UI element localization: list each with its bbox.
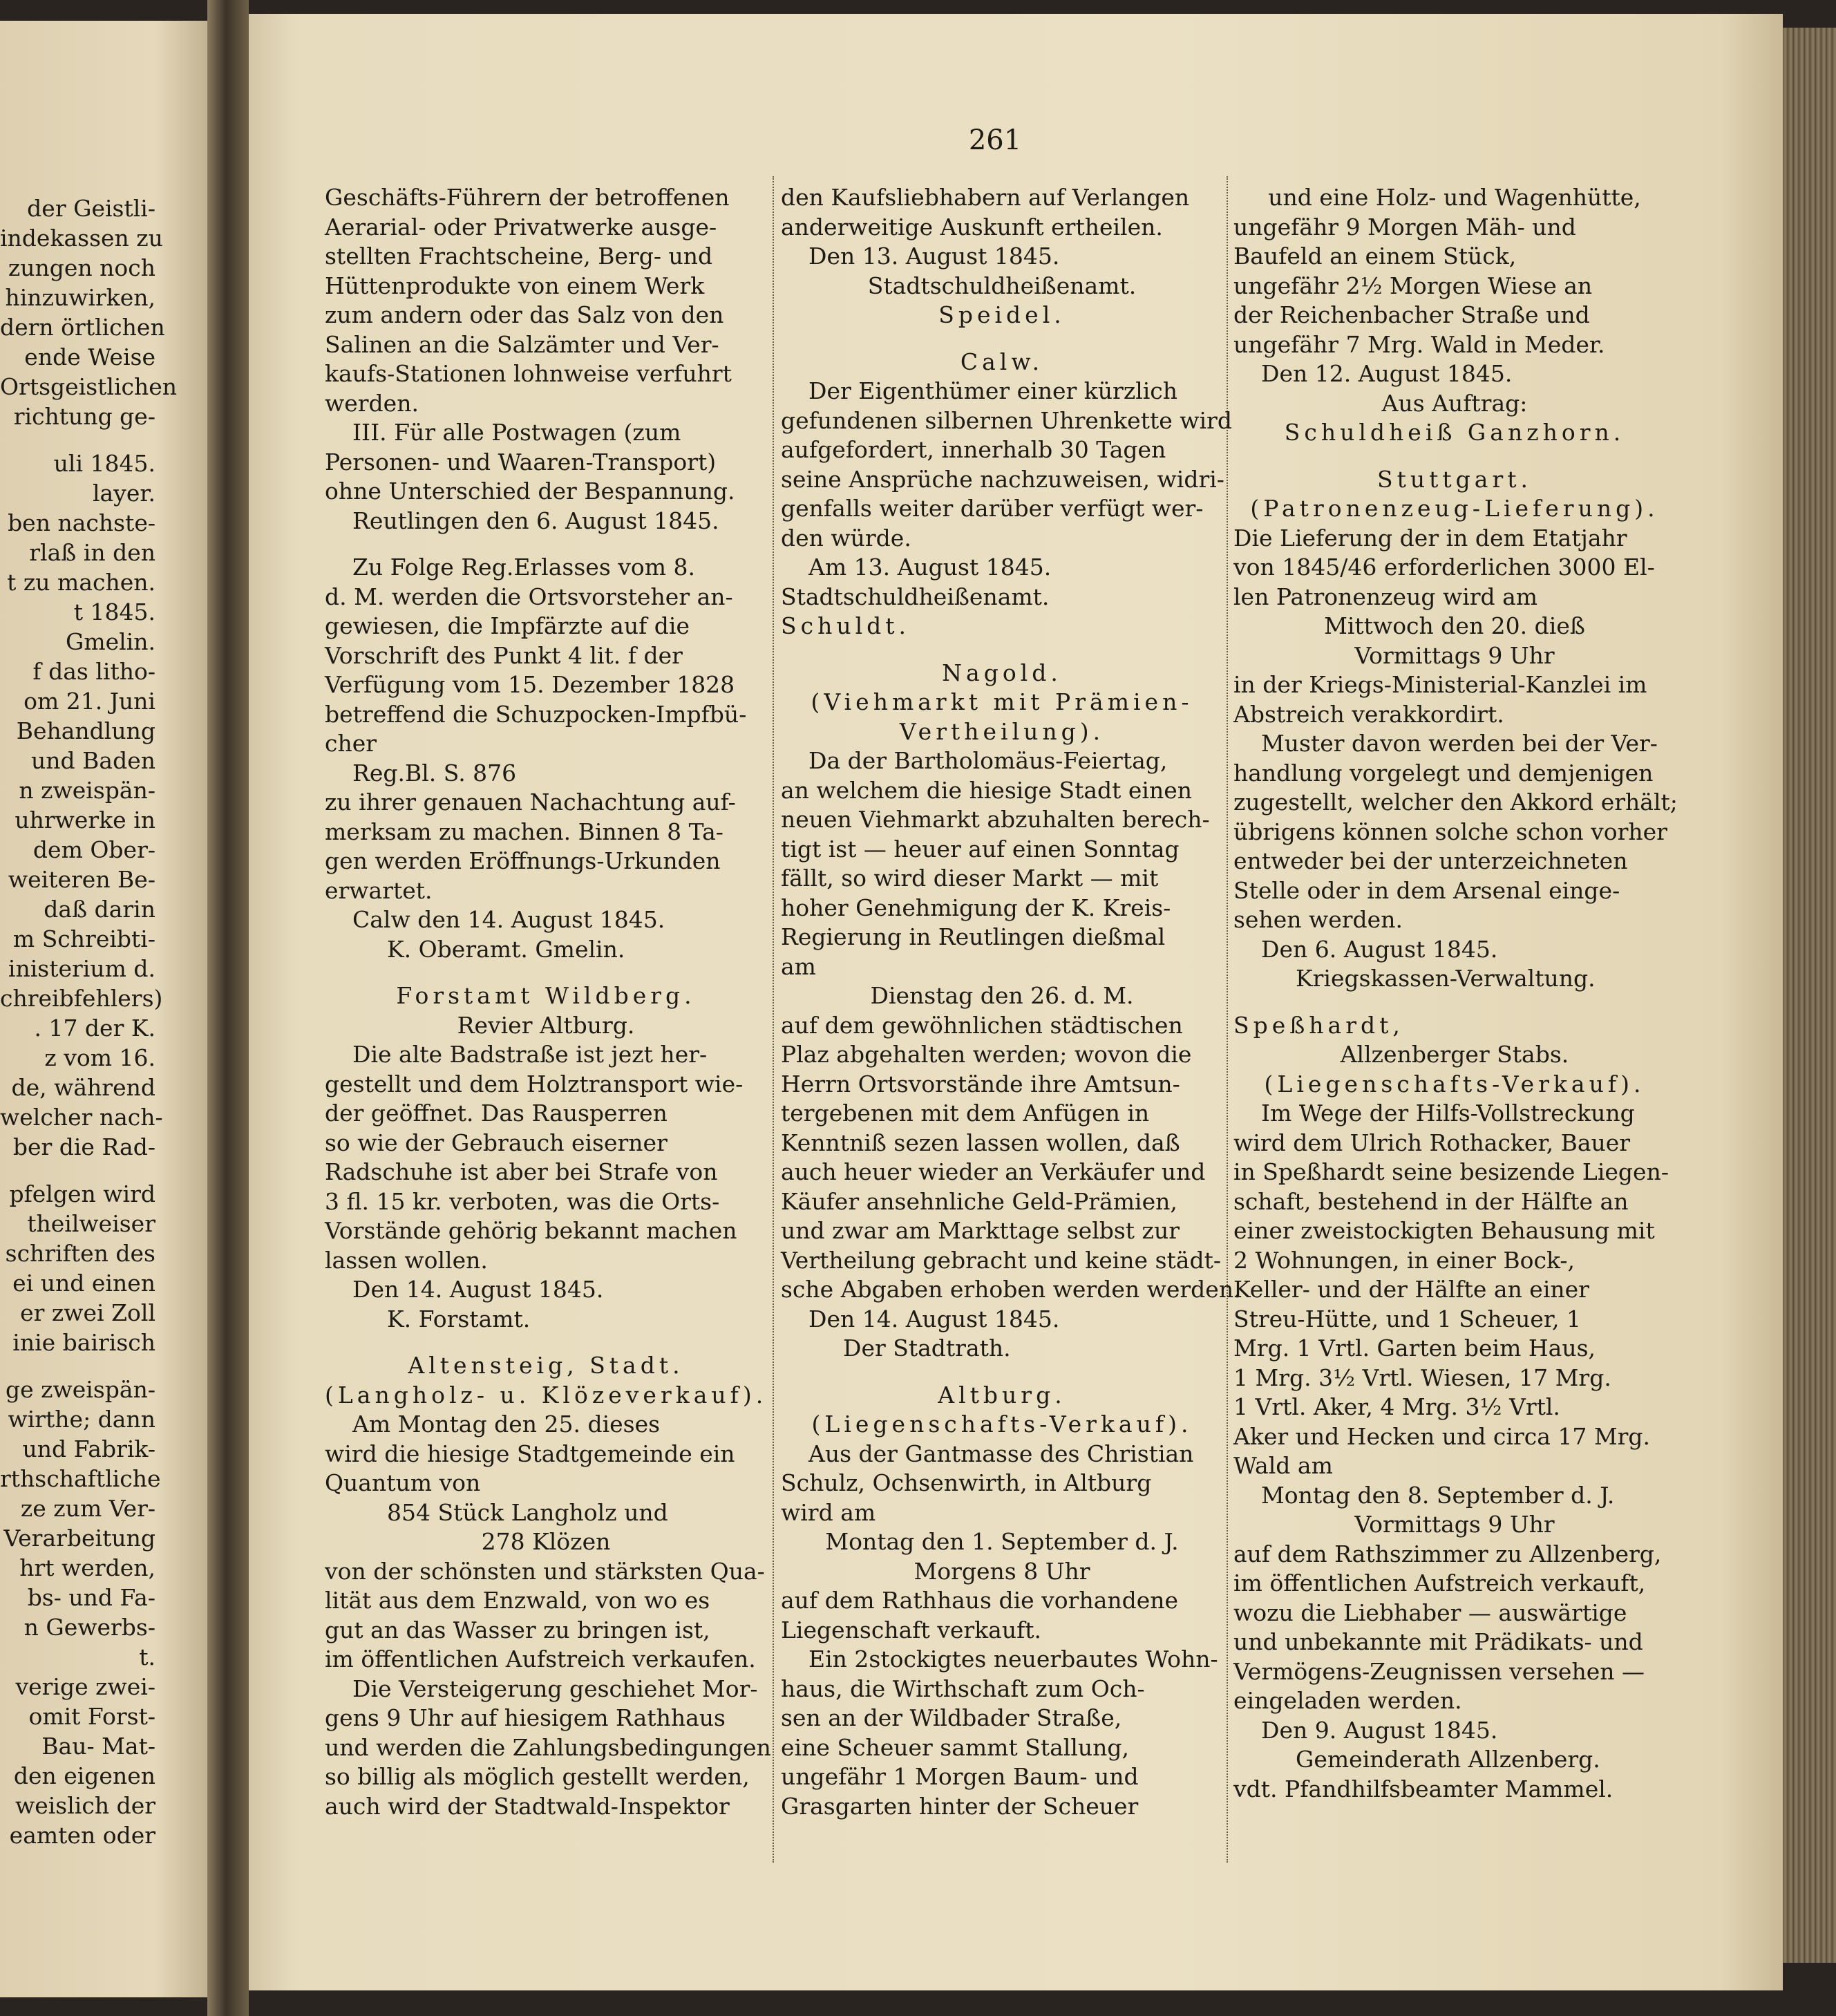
text-line: Forstamt Wildberg. <box>396 982 696 1009</box>
text-line: chreibfehlers) <box>0 985 163 1012</box>
text-line: Die Versteigerung geschiehet Mor- <box>352 1675 758 1702</box>
text-line: einer zweistockigten Behausung mit <box>1233 1217 1655 1244</box>
text-line: Nagold. <box>942 659 1062 686</box>
text-line: Mittwoch den 20. dieß <box>1324 612 1585 639</box>
text-line: gens 9 Uhr auf hiesigem Rathhaus <box>325 1704 726 1731</box>
text-line: wird dem Ulrich Rothacker, Bauer <box>1233 1129 1631 1156</box>
text-line: Regierung in Reutlingen dießmal <box>781 923 1166 950</box>
text-line: 2 Wohnungen, in einer Bock-, <box>1233 1246 1575 1274</box>
text-line: erwartet. <box>325 876 433 904</box>
text-line: gefundenen silbernen Uhrenkette wird <box>781 406 1232 434</box>
text-line: f das litho- <box>32 658 155 685</box>
text-line: der geöffnet. Das Rausperren <box>325 1100 668 1127</box>
text-line: auf dem Rathszimmer zu Allzenberg, <box>1233 1540 1662 1567</box>
text-column-1 <box>325 183 771 1821</box>
text-line: daß darin <box>44 896 155 923</box>
text-line: wirthe; dann <box>8 1406 155 1433</box>
text-line: welcher nach- <box>0 1104 163 1131</box>
text-column-2 <box>781 183 1241 1821</box>
text-line: sen an der Wildbader Straße, <box>781 1704 1122 1731</box>
text-line: dern örtlichen <box>0 314 165 341</box>
paragraph-gap <box>0 1162 155 1179</box>
paragraph-gap <box>0 431 155 449</box>
text-line: Herrn Ortsvorstände ihre Amtsun- <box>781 1070 1180 1098</box>
text-line: auf dem Rathhaus die vorhandene <box>781 1587 1179 1614</box>
text-line: 3 fl. 15 kr. verboten, was die Orts- <box>325 1187 720 1215</box>
text-line: Speßhardt, <box>1233 1011 1404 1039</box>
text-line: K. Oberamt. Gmelin. <box>387 935 625 963</box>
text-line: Baufeld an einem Stück, <box>1233 243 1517 270</box>
text-line: tigt ist — heuer auf einen Sonntag <box>781 835 1180 863</box>
text-line: Der Eigenthümer einer kürzlich <box>808 377 1178 404</box>
text-line: t 1845. <box>73 599 155 625</box>
text-line: ungefähr 9 Morgen Mäh- und <box>1233 213 1576 241</box>
text-line: ei und einen <box>12 1270 155 1297</box>
text-line: auf dem gewöhnlichen städtischen <box>781 1011 1183 1039</box>
text-line: Gemeinderath Allzenberg. <box>1296 1746 1600 1773</box>
text-line: len Patronenzeug wird am <box>1233 583 1538 610</box>
text-line: inie bairisch <box>12 1329 155 1356</box>
text-line: Liegenschaft verkauft. <box>781 1616 1042 1643</box>
text-line: pfelgen wird <box>9 1180 155 1207</box>
text-line: Kriegskassen-Verwaltung. <box>1296 965 1596 992</box>
text-line: weislich der <box>15 1792 155 1819</box>
text-line: Streu-Hütte, und 1 Scheuer, 1 <box>1233 1305 1582 1332</box>
text-line: indekassen zu <box>0 225 163 252</box>
left-page <box>0 21 220 1997</box>
paragraph-gap <box>781 641 1223 659</box>
text-line: Keller- und der Hälfte an einer <box>1233 1276 1589 1303</box>
text-line: Reutlingen den 6. August 1845. <box>352 507 719 534</box>
paragraph-gap <box>1233 448 1676 465</box>
text-line: und Baden <box>31 747 155 774</box>
text-line: vdt. Pfandhilfsbeamter Mammel. <box>1233 1775 1613 1802</box>
text-line: n zweispän- <box>19 777 155 804</box>
text-line: Aerarial- oder Privatwerke ausge- <box>325 213 717 241</box>
text-line: genfalls weiter darüber verfügt wer- <box>781 495 1204 522</box>
text-line: übrigens können solche schon vorher <box>1233 818 1667 845</box>
text-line: hrt werden, <box>19 1554 155 1581</box>
text-line: uli 1845. <box>53 450 155 477</box>
text-line: sehen werden. <box>1233 906 1403 933</box>
text-line: ungefähr 1 Morgen Baum- und <box>781 1763 1139 1790</box>
text-line: Aker und Hecken und circa 17 Mrg. <box>1233 1422 1651 1450</box>
text-line: de, während <box>11 1074 155 1101</box>
text-line: inisterium d. <box>8 955 155 982</box>
text-line: zu ihrer genauen Nachachtung auf- <box>325 789 736 816</box>
text-line: der Reichenbacher Straße und <box>1233 301 1590 328</box>
text-line: im öffentlichen Aufstreich verkaufen. <box>325 1646 756 1673</box>
text-line: Ortsgeistlichen <box>0 373 178 400</box>
text-line: an welchem die hiesige Stadt einen <box>781 776 1192 804</box>
left-page-text-column <box>0 194 178 1850</box>
text-line: den würde. <box>781 524 911 552</box>
text-line: am <box>781 952 816 980</box>
text-line: Den 14. August 1845. <box>808 1305 1060 1332</box>
text-line: entweder bei der unterzeichneten <box>1233 847 1628 874</box>
text-line: Am Montag den 25. dieses <box>352 1411 661 1438</box>
text-line: Stelle oder in dem Arsenal einge- <box>1233 876 1620 904</box>
text-line: gut an das Wasser zu bringen ist, <box>325 1616 710 1643</box>
text-line: zungen noch <box>8 254 155 281</box>
text-line: (Liegenschafts-Verkauf). <box>811 1411 1193 1438</box>
text-line: Muster davon werden bei der Ver- <box>1261 730 1658 757</box>
text-line: Salinen an die Salzämter und Ver- <box>325 330 719 358</box>
text-line: Kenntniß sezen lassen wollen, daß <box>781 1129 1180 1156</box>
text-line: und werden die Zahlungsbedingungen <box>325 1733 771 1761</box>
text-line: Vormittags 9 Uhr <box>1354 641 1555 669</box>
text-line: Morgens 8 Uhr <box>914 1557 1090 1585</box>
text-line: anderweitige Auskunft ertheilen. <box>781 213 1163 241</box>
text-line: und eine Holz- und Wagenhütte, <box>1268 184 1641 211</box>
text-line: Die Lieferung der in dem Etatjahr <box>1233 524 1627 552</box>
text-line: uhrwerke in <box>15 807 155 833</box>
paragraph-gap <box>781 1364 1223 1381</box>
text-line: K. Forstamt. <box>387 1305 531 1332</box>
text-line: ungefähr 7 Mrg. Wald in Meder. <box>1233 330 1605 358</box>
text-line: der Geistli- <box>27 195 155 222</box>
book-gutter <box>207 0 249 2016</box>
text-line: er zwei Zoll <box>20 1299 155 1326</box>
text-line: Reg.Bl. S. 876 <box>352 759 517 786</box>
text-line: Den 9. August 1845. <box>1261 1716 1498 1744</box>
text-line: Den 6. August 1845. <box>1261 935 1498 963</box>
paragraph-gap <box>781 330 1223 348</box>
text-line: n Gewerbs- <box>23 1614 155 1641</box>
text-line: omit Forst- <box>28 1703 155 1730</box>
text-line: rlaß in den <box>29 539 155 566</box>
text-line: in der Kriegs-Ministerial-Kanzlei im <box>1233 671 1647 698</box>
text-line: Den 14. August 1845. <box>352 1276 604 1303</box>
text-line: 1 Vrtl. Aker, 4 Mrg. 3½ Vrtl. <box>1233 1393 1560 1420</box>
text-line: 278 Klözen <box>481 1528 611 1555</box>
text-line: om 21. Juni <box>23 688 155 715</box>
text-line: Montag den 8. September d. J. <box>1261 1481 1615 1509</box>
text-line: dem Ober- <box>32 836 155 863</box>
text-line: Plaz abgehalten werden; wovon die <box>781 1041 1192 1068</box>
text-line: hinzuwirken, <box>5 284 155 311</box>
text-line: m Schreibti- <box>12 925 155 952</box>
paragraph-gap <box>1233 994 1676 1011</box>
text-line: Den 12. August 1845. <box>1261 360 1513 387</box>
text-line: merksam zu machen. Binnen 8 Ta- <box>325 818 723 845</box>
text-line: Gmelin. <box>65 628 155 655</box>
text-line: 854 Stück Langholz und <box>387 1498 668 1526</box>
text-line: eingeladen werden. <box>1233 1687 1462 1714</box>
text-line: Grasgarten hinter der Scheuer <box>781 1792 1139 1820</box>
text-line: ber die Rad- <box>12 1133 155 1160</box>
text-line: Speidel. <box>938 301 1066 328</box>
text-line: gestellt und dem Holztransport wie- <box>325 1070 744 1098</box>
text-line: aufgefordert, innerhalb 30 Tagen <box>781 436 1166 463</box>
text-line: kaufs-Stationen lohnweise verfuhrt <box>325 360 732 387</box>
text-line: richtung ge- <box>13 403 155 430</box>
text-line: Geschäfts-Führern der betroffenen <box>325 184 730 211</box>
text-line: sche Abgaben erhoben werden werden. <box>781 1276 1241 1303</box>
text-line: Die alte Badstraße ist jezt her- <box>352 1041 708 1068</box>
text-line: Hüttenprodukte von einem Werk <box>325 272 705 299</box>
text-line: lität aus dem Enzwald, von wo es <box>325 1587 710 1614</box>
text-line: verige zwei- <box>15 1673 155 1700</box>
text-line: Personen- und Waaren-Transport) <box>325 448 717 475</box>
text-line: Stadtschuldheißenamt. <box>781 583 1050 610</box>
text-line: tergebenen mit dem Anfügen in <box>781 1100 1150 1127</box>
paragraph-gap <box>325 964 767 981</box>
text-line: Schuldheiß Ganzhorn. <box>1284 419 1625 446</box>
text-line: lassen wollen. <box>325 1246 488 1274</box>
text-line: Vertheilung). <box>899 717 1105 745</box>
text-line: wird die hiesige Stadtgemeinde ein <box>325 1440 735 1467</box>
text-line: ge zweispän- <box>6 1376 155 1403</box>
text-line: in Speßhardt seine besizende Liegen- <box>1233 1158 1669 1185</box>
text-line: zugestellt, welcher den Akkord erhält; <box>1233 789 1678 816</box>
text-line: seine Ansprüche nachzuweisen, widri- <box>781 465 1224 493</box>
text-line: ze zum Ver- <box>20 1495 155 1522</box>
page-number: 261 <box>968 124 1022 156</box>
text-line: gen werden Eröffnungs-Urkunden <box>325 847 721 874</box>
text-line: Im Wege der Hilfs-Vollstreckung <box>1261 1100 1635 1127</box>
text-line: Bau- Mat- <box>41 1733 155 1760</box>
text-line: Am 13. August 1845. <box>808 554 1052 581</box>
text-line: Quantum von <box>325 1469 481 1496</box>
text-line: auch heuer wieder an Verkäufer und <box>781 1158 1206 1185</box>
text-line: und zwar am Markttage selbst zur <box>781 1217 1180 1244</box>
text-line: Vermögens-Zeugnissen versehen — <box>1233 1657 1645 1685</box>
text-line: Vormittags 9 Uhr <box>1354 1511 1555 1538</box>
text-line: handlung vorgelegt und demjenigen <box>1233 759 1654 786</box>
text-line: Dienstag den 26. d. M. <box>870 982 1134 1009</box>
text-line: Den 13. August 1845. <box>808 243 1060 270</box>
text-line: schaft, bestehend in der Hälfte an <box>1233 1187 1629 1215</box>
text-column-3 <box>1233 183 1676 1804</box>
text-line: (Patronenzeug-Lieferung). <box>1250 495 1659 522</box>
text-line: stellten Frachtscheine, Berg- und <box>325 243 713 270</box>
text-line: ohne Unterschied der Bespannung. <box>325 478 735 505</box>
text-line: eamten oder <box>9 1822 155 1849</box>
text-line: werden. <box>325 389 419 417</box>
text-line: von 1845/46 erforderlichen 3000 El- <box>1233 554 1655 581</box>
text-line: Aus der Gantmasse des Christian <box>808 1440 1194 1467</box>
text-line: wird am <box>781 1498 876 1526</box>
text-line: und unbekannte mit Prädikats- und <box>1233 1628 1643 1655</box>
text-line: weiteren Be- <box>8 866 155 893</box>
text-line: auch wird der Stadtwald-Inspektor <box>325 1792 730 1820</box>
paragraph-gap <box>325 1334 767 1351</box>
text-line: ben nachste- <box>8 509 155 536</box>
column-rule <box>773 176 774 1863</box>
text-line: ende Weise <box>24 343 155 370</box>
text-line: Verfügung vom 15. Dezember 1828 <box>325 671 735 698</box>
text-line: so wie der Gebrauch eiserner <box>325 1129 668 1156</box>
text-line: theilweiser <box>27 1210 155 1237</box>
text-line: Revier Altburg. <box>457 1011 635 1039</box>
text-line: III. Für alle Postwagen (zum <box>352 419 681 446</box>
text-line: neuen Viehmarkt abzuhalten berech- <box>781 806 1210 833</box>
text-line: Schuldt. <box>781 612 911 639</box>
text-line: t. <box>139 1643 155 1670</box>
text-line: Vorschrift des Punkt 4 lit. f der <box>325 641 683 669</box>
text-line: so billig als möglich gestellt werden, <box>325 1763 750 1790</box>
text-line: Behandlung <box>16 717 155 744</box>
text-line: 1 Mrg. 3½ Vrtl. Wiesen, 17 Mrg. <box>1233 1364 1611 1391</box>
text-line: Wald am <box>1233 1452 1333 1479</box>
text-line: haus, die Wirthschaft zum Och- <box>781 1675 1145 1702</box>
text-line: ungefähr 2½ Morgen Wiese an <box>1233 272 1593 299</box>
text-line: z vom 16. <box>44 1044 155 1071</box>
text-line: Altensteig, Stadt. <box>408 1352 684 1379</box>
text-line: den eigenen <box>13 1762 155 1789</box>
text-line: hoher Genehmigung der K. Kreis- <box>781 894 1171 921</box>
text-line: Montag den 1. September d. J. <box>825 1528 1179 1555</box>
text-line: Calw den 14. August 1845. <box>352 906 665 933</box>
text-line: Altburg. <box>938 1381 1066 1409</box>
text-line: (Langholz- u. Klözeverkauf). <box>325 1381 768 1409</box>
text-line: d. M. werden die Ortsvorsteher an- <box>325 583 733 610</box>
text-line: im öffentlichen Aufstreich verkauft, <box>1233 1570 1646 1596</box>
text-line: zum andern oder das Salz von den <box>325 301 724 328</box>
text-line: Calw. <box>960 348 1044 375</box>
text-line: Zu Folge Reg.Erlasses vom 8. <box>352 554 696 581</box>
text-line: Vorstände gehörig bekannt machen <box>325 1217 737 1244</box>
text-line: Käufer ansehnliche Geld-Prämien, <box>781 1187 1177 1215</box>
text-line: von der schönsten und stärksten Qua- <box>325 1557 765 1585</box>
text-line: Mrg. 1 Vrtl. Garten beim Haus, <box>1233 1335 1596 1362</box>
text-line: schriften des <box>5 1240 155 1267</box>
text-line: Aus Auftrag: <box>1381 389 1528 417</box>
text-line: Da der Bartholomäus-Feiertag, <box>808 747 1168 774</box>
text-line: eine Scheuer sammt Stallung, <box>781 1733 1129 1761</box>
text-line: rthschaftliche <box>0 1465 161 1492</box>
text-line: Vertheilung gebracht und keine städt- <box>781 1246 1221 1274</box>
text-line: Abstreich verakkordirt. <box>1233 700 1504 728</box>
text-line: den Kaufsliebhabern auf Verlangen <box>781 184 1190 211</box>
text-line: Stuttgart. <box>1377 465 1532 493</box>
text-line: betreffend die Schuzpocken-Impfbü- <box>325 700 747 728</box>
text-line: Verarbeitung <box>3 1525 155 1552</box>
text-line: t zu machen. <box>7 569 155 596</box>
paragraph-gap <box>0 1357 155 1375</box>
page-edges <box>1783 28 1836 1963</box>
text-line: Der Stadtrath. <box>843 1335 1011 1362</box>
text-line: Ein 2stockigtes neuerbautes Wohn- <box>808 1646 1218 1673</box>
text-line: Allzenberger Stabs. <box>1340 1041 1569 1068</box>
text-line: Radschuhe ist aber bei Strafe von <box>325 1158 718 1185</box>
text-line: (Viehmarkt mit Prämien- <box>811 688 1193 715</box>
text-line: und Fabrik- <box>22 1435 155 1462</box>
text-line: . 17 der K. <box>34 1015 155 1042</box>
paragraph-gap <box>325 536 767 553</box>
text-line: wozu die Liebhaber — auswärtige <box>1233 1599 1627 1626</box>
text-line: bs- und Fa- <box>27 1584 155 1611</box>
text-line: cher <box>325 730 377 757</box>
text-line: Stadtschuldheißenamt. <box>867 272 1137 299</box>
text-line: gewiesen, die Impfärzte auf die <box>325 612 690 639</box>
text-line: fällt, so wird dieser Markt — mit <box>781 865 1159 892</box>
text-line: (Liegenschafts-Verkauf). <box>1264 1070 1645 1098</box>
text-line: layer. <box>92 480 155 507</box>
text-line: Schulz, Ochsenwirth, in Altburg <box>781 1469 1152 1496</box>
